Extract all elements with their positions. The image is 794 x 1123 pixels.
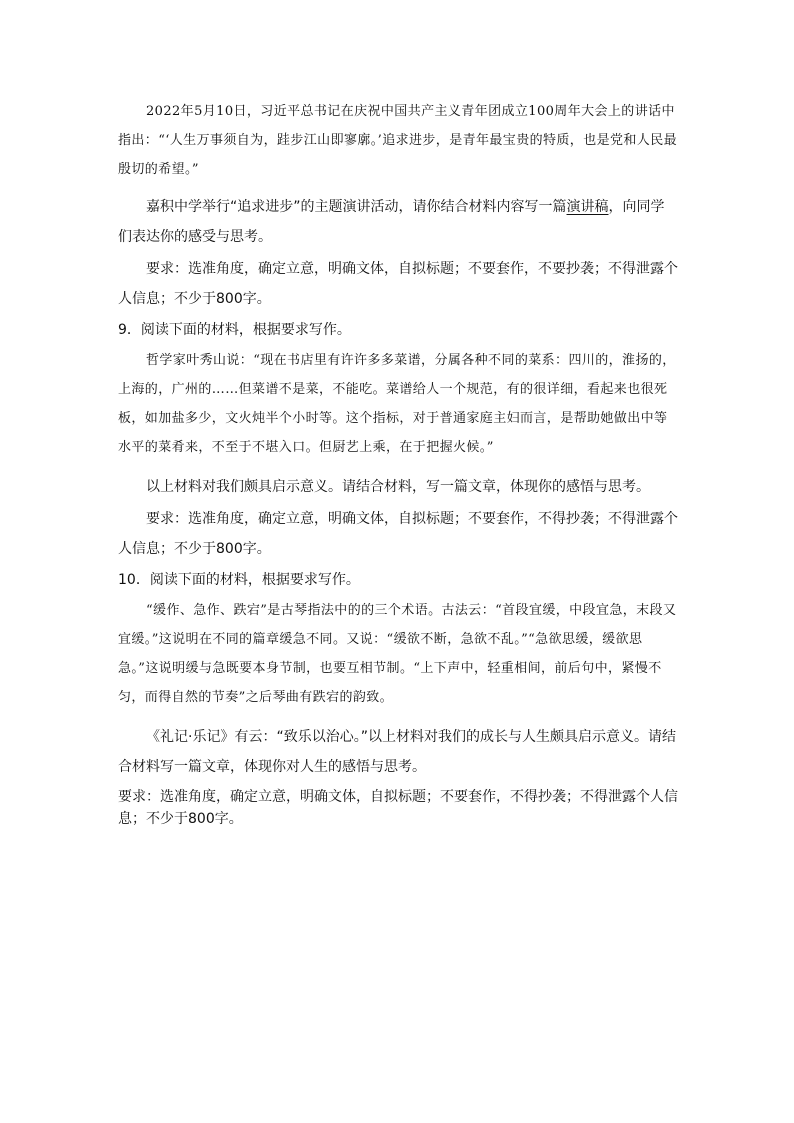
task-text-post: ，向同学们表达你的感受与思考。 [118, 199, 665, 245]
task-paragraph-10: 《礼记·乐记》有云：“致乐以治心。”以上材料对我们的成长与人生颇具启示意义。请结合材料写一篇文章，体现你对人生的感悟与思考。 [118, 729, 676, 775]
material-paragraph-9: 哲学家叶秀山说：“现在书店里有许许多多菜谱，分属各种不同的菜系：四川的，淮扬的，上海的，广州的……但菜谱不是菜，不能吃。菜谱给人一个规范，有的很详细，看起来也很死板，如加盐多少，文火炖半个小时等。这个指标，对于普通家庭主妇而言，是帮助她做出中等水平的菜肴来，不至于不堪入口。但厨艺上乘，在于把握火候。” [118, 353, 676, 455]
task-text-pre: 嘉积中学举行“追求进步”的主题演讲活动，请你结合材料内容写一篇 [146, 199, 567, 215]
question-10-heading: 10．阅读下面的材料，根据要求写作。 [118, 572, 360, 588]
requirement-paragraph-9: 要求：选准角度，确定立意，明确文体，自拟标题；不要套作，不得抄袭；不得泄露个人信息；不少于800字。 [118, 511, 678, 557]
task-paragraph-1 [118, 192, 678, 252]
task-text-underlined: 演讲稿 [566, 199, 609, 215]
quote-paragraph-xi: 2022年5月10日，习近平总书记在庆祝中国共产主义青年团成立100周年大会上的讲话中指出：“‘人生万事须自为，跬步江山即寥廓。’追求进步，是青年最宝贵的特质，也是党和人民最殷切的希望。” [118, 104, 678, 177]
material-paragraph-10: “缓作、急作、跌宕”是古琴指法中的的三个术语。古法云：“首段宜缓，中段宜急，末段又宜缓。”这说明在不同的篇章缓急不同。又说：“缓欲不断，急欲不乱。”“急欲思缓，缓欲思急。”这说明缓与急既要本身节制，也要互相节制。“上下声中，轻重相间，前后句中，紧慢不匀，而得自然的节奏”之后琴曲有跌宕的韵致。 [118, 603, 677, 705]
task-paragraph-9: 以上材料对我们颇具启示意义。请结合材料，写一篇文章，体现你的感悟与思考。 [146, 479, 650, 495]
question-9-heading: 9．阅读下面的材料，根据要求写作。 [118, 322, 351, 338]
requirement-paragraph-10: 要求：选准角度，确定立意，明确文体，自拟标题；不要套作，不得抄袭；不得泄露个人信息；不少于800字。 [118, 789, 678, 827]
requirement-paragraph-1: 要求：选准角度，确定立意，明确文体，自拟标题；不要套作，不要抄袭；不得泄露个人信息；不少于800字。 [118, 261, 678, 307]
